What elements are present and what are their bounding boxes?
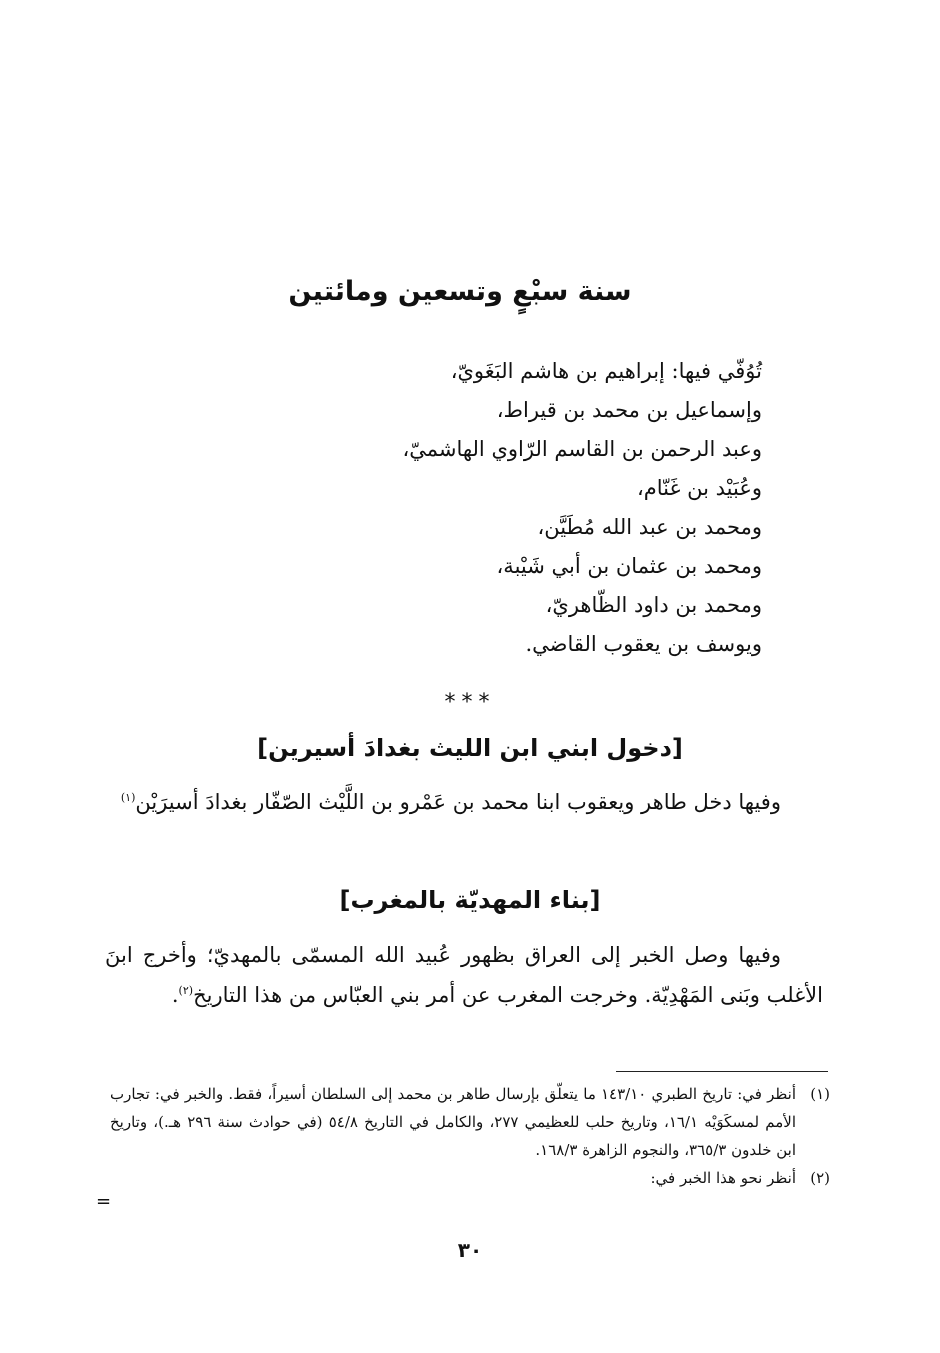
list-item: وإسماعيل بن محمد بن قيراط، xyxy=(496,398,762,422)
section-paragraph xyxy=(105,935,823,1015)
footnote-divider xyxy=(616,1071,828,1072)
section-separator: *** xyxy=(444,690,496,715)
list-item: ومحمد بن عثمان بن أبي شَيْبة، xyxy=(496,554,762,578)
footnote-number: (٢) xyxy=(810,1169,830,1187)
footnote-ref[interactable]: (٢) xyxy=(178,984,194,997)
section-heading: [دخول ابني ابن الليث بغدادَ أسيرين] xyxy=(257,734,683,762)
page-title: سنة سبْعٍ وتسعين ومائتين xyxy=(288,276,632,307)
paragraph-text: وفيها دخل طاهر ويعقوب ابنا محمد بن عَمْرو بن اللَّيْث الصّفّار بغدادَ أسيرَيْن xyxy=(135,790,781,814)
section-paragraph xyxy=(105,782,823,822)
list-item: تُوُفّي فيها: إبراهيم بن هاشم البَغَويّ، xyxy=(450,359,762,383)
footnotes xyxy=(110,1080,830,1192)
footnote xyxy=(110,1164,830,1192)
continuation-mark: = xyxy=(96,1191,112,1212)
footnote-text: أنظر نحو هذا الخبر في: xyxy=(650,1169,796,1187)
list-item: ويوسف بن يعقوب القاضي. xyxy=(525,632,762,656)
paragraph-text: وفيها وصل الخبر إلى العراق بظهور عُبيد الله المسمّى بالمهديّ؛ وأخرج ابنَ الأغلب وبَنى المَهْدِيّة. وخرجت المغرب عن أمر بني العبّاس من هذا التاريخ xyxy=(105,943,823,1007)
footnote xyxy=(110,1080,830,1164)
page-number: ٣٠ xyxy=(457,1238,483,1262)
footnote-number: (١) xyxy=(810,1085,830,1103)
section-heading: [بناء المهديّة بالمغرب] xyxy=(339,886,601,914)
deaths-list xyxy=(162,352,762,664)
paragraph-end: . xyxy=(171,983,179,1007)
list-item: وعبد الرحمن بن القاسم الرّاوي الهاشميّ، xyxy=(402,437,762,461)
footnote-ref[interactable]: (١) xyxy=(120,791,136,804)
list-item: وعُبَيْد بن غَنّام، xyxy=(636,476,762,500)
list-item: ومحمد بن داود الظّاهريّ، xyxy=(545,593,762,617)
footnote-text: أنظر في: تاريخ الطبري ١٤٣/١٠ ما يتعلّق بإرسال طاهر بن محمد إلى السلطان أسيراً، فقط. والخبر في: تجارب الأمم لمسكَوَيْه ١٦/١، وتاريخ حلب للعظيمي ٢٧٧، والكامل في التاريخ ٥٤/٨ (في حوادث سنة ٢٩٦ هـ.)، وتاريخ ابن خلدون ٣٦٥/٣، والنجوم الزاهرة ١٦٨/٣. xyxy=(110,1085,797,1159)
list-item: ومحمد بن عبد الله مُطَيَّن، xyxy=(537,515,762,539)
